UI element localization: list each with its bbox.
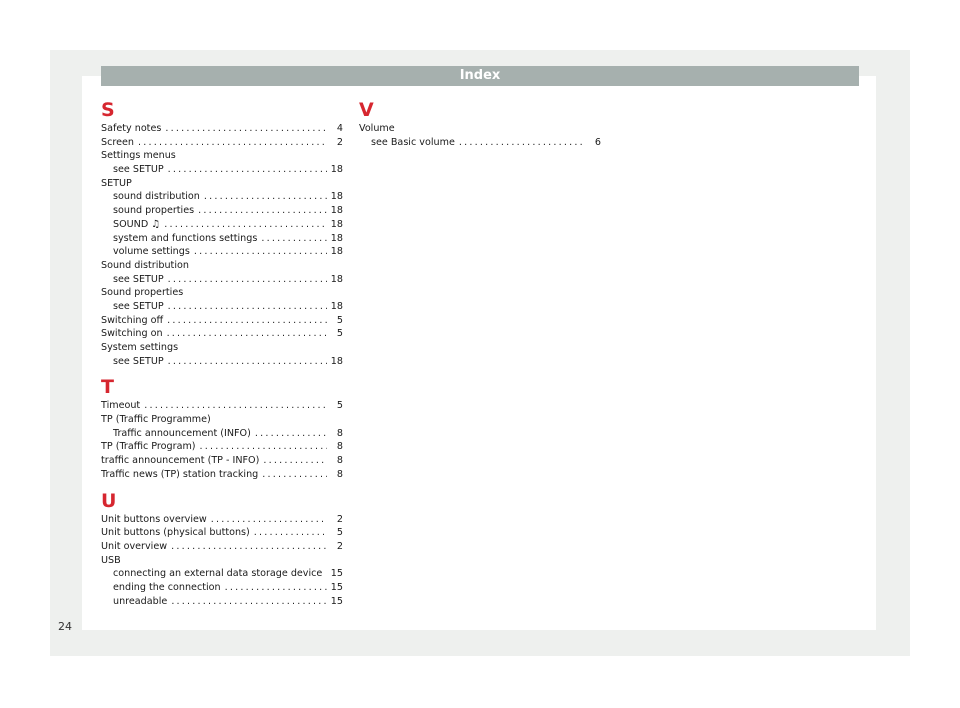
entry-text: Unit buttons overview — [101, 513, 207, 525]
dot-leader — [459, 136, 585, 150]
entry-page-number: 18 — [330, 164, 343, 176]
section-letter: T — [101, 376, 114, 399]
index-entry — [101, 204, 343, 218]
section-letter: V — [359, 99, 374, 121]
entry-text: Sound distribution — [101, 259, 189, 271]
index-entry — [101, 341, 343, 355]
section-letter: S — [101, 99, 115, 121]
index-entry — [101, 136, 343, 150]
index-entry — [101, 513, 343, 527]
dot-leader — [167, 327, 327, 341]
index-entry — [101, 245, 343, 259]
entry-page-number: 8 — [336, 455, 343, 467]
index-entry — [101, 149, 343, 163]
page-number: 24 — [58, 620, 72, 633]
entry-text: SOUND — [113, 218, 149, 230]
index-section-t — [101, 377, 343, 481]
dot-leader — [144, 399, 327, 413]
dot-leader — [263, 454, 327, 468]
entry-text: see SETUP — [113, 273, 164, 285]
index-entry — [359, 122, 601, 136]
entry-text: system and functions settings — [113, 232, 258, 244]
entry-text: see SETUP — [113, 355, 164, 367]
entry-text: System settings — [101, 342, 179, 353]
dot-leader — [168, 355, 327, 369]
entry-page-number: 18 — [330, 218, 343, 230]
entry-page-number: 18 — [330, 232, 343, 244]
music-note-icon: ♫ — [151, 218, 161, 230]
entry-text: volume settings — [113, 246, 190, 258]
entry-page-number: 15 — [330, 581, 343, 593]
dot-leader — [138, 136, 327, 150]
index-column-right — [359, 100, 601, 158]
entry-page-number: 18 — [330, 191, 343, 203]
index-section-v — [359, 100, 601, 149]
dot-leader — [211, 513, 327, 527]
entry-page-number: 18 — [330, 300, 343, 312]
entry-page-number: 5 — [336, 400, 343, 412]
entry-page-number: 8 — [336, 468, 343, 480]
index-header: Index — [101, 66, 859, 86]
dot-leader — [168, 300, 327, 314]
dot-leader — [168, 163, 327, 177]
index-column-left — [101, 100, 343, 617]
index-entry — [101, 286, 343, 300]
index-entry — [101, 218, 343, 232]
index-entry — [101, 554, 343, 568]
index-entry — [101, 581, 343, 595]
dot-leader — [254, 526, 327, 540]
index-entry — [101, 399, 343, 413]
index-section-s — [101, 100, 343, 368]
index-entry — [101, 300, 343, 314]
index-entry — [101, 540, 343, 554]
entry-text: Screen — [101, 136, 134, 148]
entry-text: Traffic announcement (INFO) — [113, 427, 251, 439]
index-entry — [101, 163, 343, 177]
index-entry — [101, 413, 343, 427]
entry-page-number: 18 — [330, 273, 343, 285]
dot-leader — [171, 540, 327, 554]
index-entry — [101, 526, 343, 540]
entry-text: Timeout — [101, 400, 141, 412]
index-entry — [101, 355, 343, 369]
entry-text: unreadable — [113, 595, 168, 607]
entry-text: SETUP — [101, 177, 132, 189]
entry-text: Settings menus — [101, 150, 176, 162]
dot-leader — [194, 245, 327, 259]
dot-leader — [164, 218, 327, 232]
index-entry — [359, 136, 601, 150]
entry-page-number: 5 — [336, 328, 343, 340]
entry-text: TP (Traffic Program) — [101, 441, 196, 453]
dot-leader — [261, 232, 326, 246]
section-letter: U — [101, 489, 117, 512]
entry-text: see Basic volume — [371, 136, 455, 148]
entry-text: Unit buttons (physical buttons) — [101, 527, 250, 539]
entry-text: Traffic news (TP) station tracking — [101, 468, 259, 480]
index-entry — [101, 232, 343, 246]
entry-page-number: 18 — [330, 355, 343, 367]
entry-text: Switching off — [101, 314, 164, 326]
entry-page-number: 15 — [330, 595, 343, 607]
dot-leader — [167, 314, 327, 328]
dot-leader — [171, 595, 326, 609]
entry-text: Sound properties — [101, 287, 184, 299]
index-entry — [101, 177, 343, 191]
index-entry — [101, 259, 343, 273]
entry-page-number: 4 — [336, 123, 343, 134]
entry-page-number: 8 — [336, 427, 343, 439]
entry-text: connecting an external data storage device — [113, 568, 323, 580]
index-entry — [101, 427, 343, 441]
index-entry — [101, 122, 343, 136]
dot-leader — [204, 190, 327, 204]
dot-leader — [262, 468, 327, 482]
entry-text: USB — [101, 554, 121, 566]
entry-page-number: 6 — [594, 136, 601, 148]
dot-leader — [225, 581, 327, 595]
entry-text: see SETUP — [113, 164, 164, 176]
entry-text: sound properties — [113, 205, 195, 217]
index-entry — [101, 595, 343, 609]
index-entry — [101, 273, 343, 287]
dot-leader — [200, 440, 327, 454]
entry-page-number: 2 — [336, 513, 343, 525]
index-entry — [101, 454, 343, 468]
entry-page-number: 8 — [336, 441, 343, 453]
index-entry — [101, 567, 343, 581]
entry-text: Switching on — [101, 328, 163, 340]
entry-text: TP (Traffic Programme) — [101, 414, 211, 426]
dot-leader — [198, 204, 327, 218]
entry-text: traffic announcement (TP - INFO) — [101, 455, 260, 467]
entry-text: Unit overview — [101, 540, 168, 552]
entry-page-number: 2 — [336, 540, 343, 552]
entry-text: see SETUP — [113, 300, 164, 312]
index-section-u — [101, 491, 343, 609]
index-entry — [101, 468, 343, 482]
index-entry — [101, 190, 343, 204]
entry-page-number: 2 — [336, 136, 343, 148]
index-entry — [101, 440, 343, 454]
dot-leader — [168, 273, 327, 287]
index-entry — [101, 314, 343, 328]
index-entry — [101, 327, 343, 341]
entry-text: sound distribution — [113, 191, 200, 203]
entry-text: Volume — [359, 123, 395, 134]
entry-text: ending the connection — [113, 581, 221, 593]
dot-leader — [165, 122, 327, 136]
entry-page-number: 15 — [330, 568, 343, 580]
entry-page-number: 18 — [330, 246, 343, 258]
entry-text: Safety notes — [101, 123, 162, 134]
dot-leader — [255, 427, 327, 441]
entry-page-number: 5 — [336, 314, 343, 326]
entry-page-number: 18 — [330, 205, 343, 217]
entry-page-number: 5 — [336, 527, 343, 539]
